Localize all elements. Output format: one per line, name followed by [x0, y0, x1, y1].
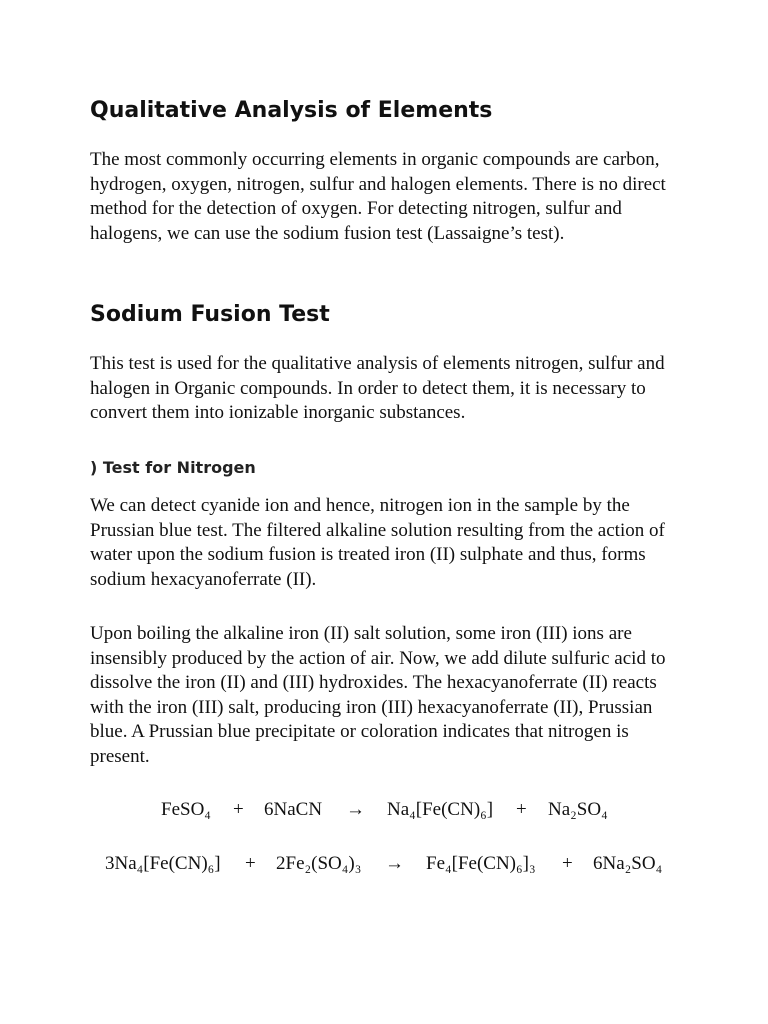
section-heading-sodium-fusion: Sodium Fusion Test	[90, 302, 330, 327]
sodium-fusion-paragraph: This test is used for the qualitative analysis of elements nitrogen, sulfur and halogen in Organic compounds. In order to detect them, it is necessary to convert them into ionizable inorganic substances.	[90, 353, 665, 423]
eq2-plus-2: +	[562, 853, 573, 874]
nitrogen-test-paragraph: We can detect cyanide ion and hence, nitrogen ion in the sample by the Prussian blue test. The filtered alkaline solution resulting from the action of water upon the sodium fusion is treated iron (II) sulphate and thus, forms sodium hexacyanoferrate (II).	[90, 495, 665, 590]
eq1-reactant-2: 6NaCN	[264, 799, 323, 820]
eq2-product-2: 6Na₂SO₄	[593, 853, 663, 874]
eq2-reactant-2: 2Fe₂(SO₄)₃	[276, 853, 362, 874]
intro-paragraph: The most commonly occurring elements in organic compounds are carbon, hydrogen, oxygen, nitrogen, sulfur and halogen elements. There is no direct method for the detection of oxygen. For detecting nitrogen, sulfur and halogens, we can use the sodium fusion test (Lassaigne’s test).	[90, 149, 666, 244]
prussian-blue-paragraph: Upon boiling the alkaline iron (II) salt solution, some iron (III) ions are insensibly produced by the action of air. Now, we add dilute sulfuric acid to dissolve the iron (II) and (III) hydroxides. The hexacyanoferrate (II) reacts with the iron (III) salt, producing iron (III) hexacyanoferrate (II), Prussian blue. A Prussian blue precipitate or coloration indicates that nitrogen is present.	[90, 623, 666, 767]
eq1-arrow: →	[346, 799, 365, 820]
eq1-reactant-1: FeSO₄	[161, 799, 211, 820]
eq1-plus-2: +	[516, 799, 527, 820]
eq1-plus-1: +	[233, 799, 244, 820]
eq2-reactant-1: 3Na₄[Fe(CN)₆]	[105, 853, 221, 874]
eq1-product-1: Na₄[Fe(CN)₆]	[387, 799, 494, 820]
eq2-plus-1: +	[245, 853, 256, 874]
page-title: Qualitative Analysis of Elements	[90, 98, 493, 123]
eq2-arrow: →	[385, 853, 404, 874]
subheading-test-for-nitrogen: ) Test for Nitrogen	[90, 458, 256, 477]
eq2-product-1: Fe₄[Fe(CN)₆]₃	[426, 853, 536, 874]
eq1-product-2: Na₂SO₄	[548, 799, 608, 820]
